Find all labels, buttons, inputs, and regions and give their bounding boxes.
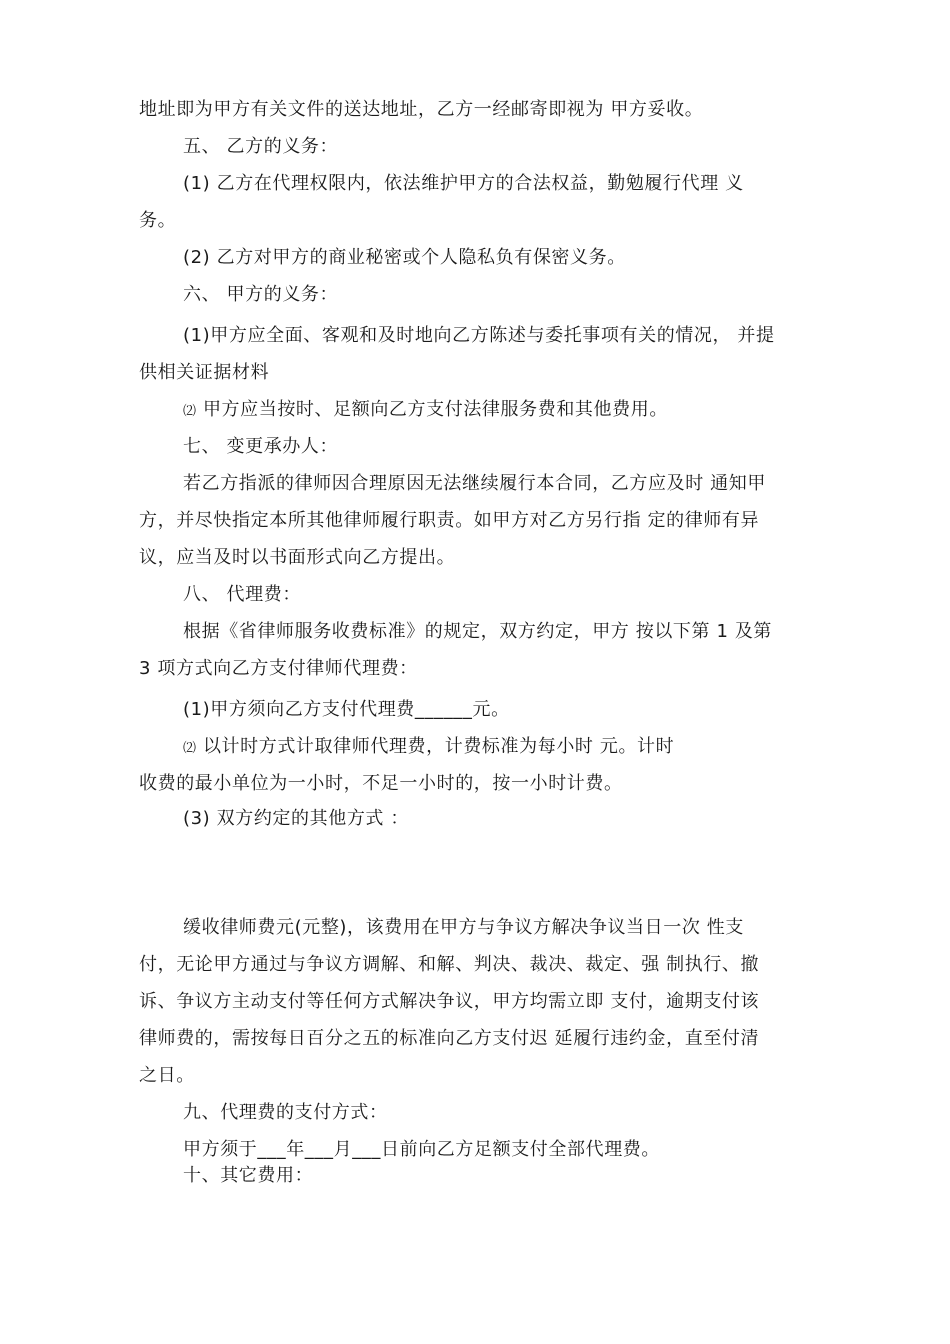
section-heading: 十、其它费用： <box>183 1165 314 1186</box>
text-line: 律师费的，需按每日百分之五的标准向乙方支付迟 延履行违约金，直至付清 <box>139 1028 760 1049</box>
text-line: 务。 <box>139 210 177 231</box>
text-line: 根据《省律师服务收费标准》的规定，双方约定，甲方 按以下第 1 及第 <box>183 621 773 642</box>
text-line: (1) 乙方在代理权限内，依法维护甲方的合法权益，勤勉履行代理 义 <box>183 173 744 194</box>
text-line: 地址即为甲方有关文件的送达地址，乙方一经邮寄即视为 甲方妥收。 <box>139 99 704 120</box>
text-line <box>183 734 674 762</box>
list-marker: ⑵ <box>183 404 197 419</box>
section-heading: 七、 变更承办人： <box>183 436 339 457</box>
text-line: 3 项方式向乙方支付律师代理费： <box>139 658 418 679</box>
text-line: 议，应当及时以书面形式向乙方提出。 <box>139 547 456 568</box>
text-line: 供相关证据材料 <box>139 362 270 383</box>
list-marker: ⑵ <box>183 741 197 756</box>
section-heading: 八、 代理费： <box>183 584 301 605</box>
text-line: (1)甲方应全面、客观和及时地向乙方陈述与委托事项有关的情况， 并提 <box>183 325 775 346</box>
text-line: 若乙方指派的律师因合理原因无法继续履行本合同，乙方应及时 通知甲 <box>183 473 766 494</box>
text-line: (2) 乙方对甲方的商业秘密或个人隐私负有保密义务。 <box>183 247 626 268</box>
text-line <box>183 397 668 425</box>
section-heading: 五、 乙方的义务： <box>183 136 339 157</box>
section-heading: 六、 甲方的义务： <box>183 284 339 305</box>
section-heading: 九、代理费的支付方式： <box>183 1102 388 1123</box>
text-line: (3) 双方约定的其他方式 ： <box>183 808 409 829</box>
text-line: 缓收律师费元(元整)，该费用在甲方与争议方解决争议当日一次 性支 <box>183 917 744 938</box>
text-line: 付，无论甲方通过与争议方调解、和解、判决、裁决、裁定、强 制执行、撤 <box>139 954 760 975</box>
text-line: 之日。 <box>139 1065 195 1086</box>
text-line: 甲方须于___年___月___日前向乙方足额支付全部代理费。 <box>183 1139 660 1160</box>
text-content: 甲方应当按时、足额向乙方支付法律服务费和其他费用。 <box>202 399 668 420</box>
text-content: 以计时方式计取律师代理费，计费标准为每小时 元。计时 <box>202 736 675 757</box>
text-line: (1)甲方须向乙方支付代理费______元。 <box>183 699 510 720</box>
text-line: 诉、争议方主动支付等任何方式解决争议，甲方均需立即 支付，逾期支付该 <box>139 991 760 1012</box>
text-line: 方，并尽快指定本所其他律师履行职责。如甲方对乙方另行指 定的律师有异 <box>139 510 760 531</box>
text-line: 收费的最小单位为一小时，不足一小时的，按一小时计费。 <box>139 773 623 794</box>
